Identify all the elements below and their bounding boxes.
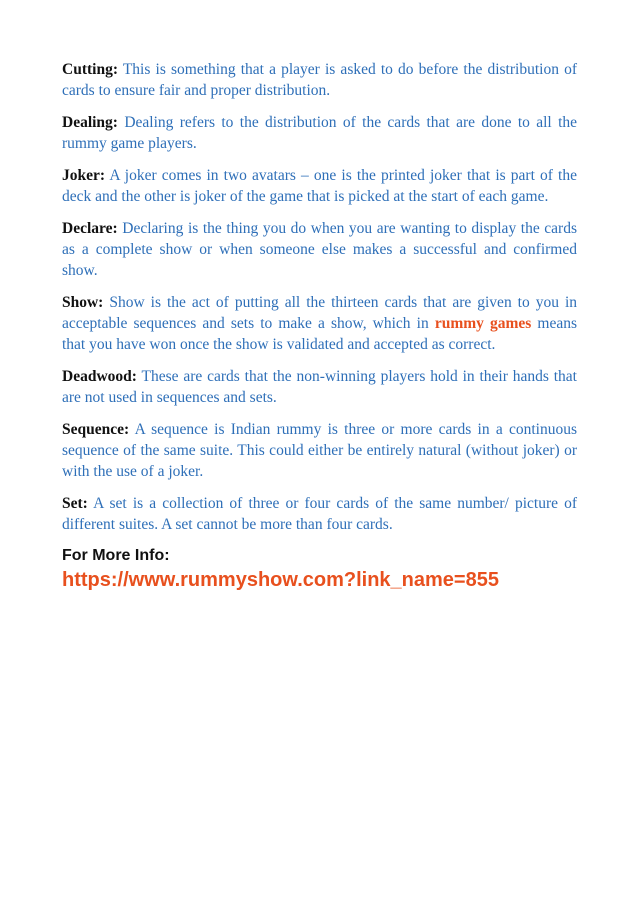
document-page: [62, 59, 577, 593]
glossary-entry-set: [62, 493, 577, 535]
glossary-definition: A set is a collection of three or four cards of the same number/ picture of different suites. A set cannot be more than four cards.: [62, 495, 577, 533]
glossary-entry-joker: [62, 165, 577, 207]
glossary-definition-part: Show is the act of putting all the thirteen cards that are given to you in acceptable sequences and sets to make a show, which in: [62, 294, 577, 332]
glossary-entry-show: [62, 292, 577, 355]
glossary-definition: A joker comes in two avatars – one is the printed joker that is part of the deck and the other is joker of the game that is picked at the start of each game.: [62, 167, 577, 205]
glossary-entry-dealing: [62, 112, 577, 154]
glossary-definition: Declaring is the thing you do when you are wanting to display the cards as a complete show or when someone else makes a successful and confirmed show.: [62, 220, 577, 279]
glossary-entry-sequence: [62, 419, 577, 482]
glossary-term: Set:: [62, 495, 88, 512]
glossary-definition: Dealing refers to the distribution of the cards that are done to all the rummy game players.: [62, 114, 578, 152]
glossary-term: Declare:: [62, 220, 118, 237]
glossary-term: Deadwood:: [62, 368, 137, 385]
glossary-term: Joker:: [62, 167, 106, 184]
more-info-url-link[interactable]: https://www.rummyshow.com?link_name=855: [62, 569, 499, 591]
glossary-definition: These are cards that the non-winning players hold in their hands that are not used in sequences and sets.: [62, 368, 577, 406]
glossary-definition-part: means that you have won once the show is validated and accepted as correct.: [62, 315, 578, 353]
more-info-label: For More Info:: [62, 547, 170, 564]
glossary-entry-cutting: [62, 59, 577, 101]
glossary-term: Show:: [62, 294, 104, 311]
glossary-definition: This is something that a player is asked to do before the distribution of cards to ensure fair and proper distribution.: [62, 61, 577, 99]
glossary-term: Dealing:: [62, 114, 118, 131]
glossary-entry-declare: [62, 218, 577, 281]
glossary-definition: A sequence is Indian rummy is three or more cards in a continuous sequence of the same suite. This could either be entirely natural (without joker) or with the use of a joker.: [62, 421, 577, 480]
glossary-entry-deadwood: [62, 366, 577, 408]
rummy-games-link[interactable]: rummy games: [434, 315, 532, 332]
glossary-term: Cutting:: [62, 61, 118, 78]
glossary-term: Sequence:: [62, 421, 130, 438]
